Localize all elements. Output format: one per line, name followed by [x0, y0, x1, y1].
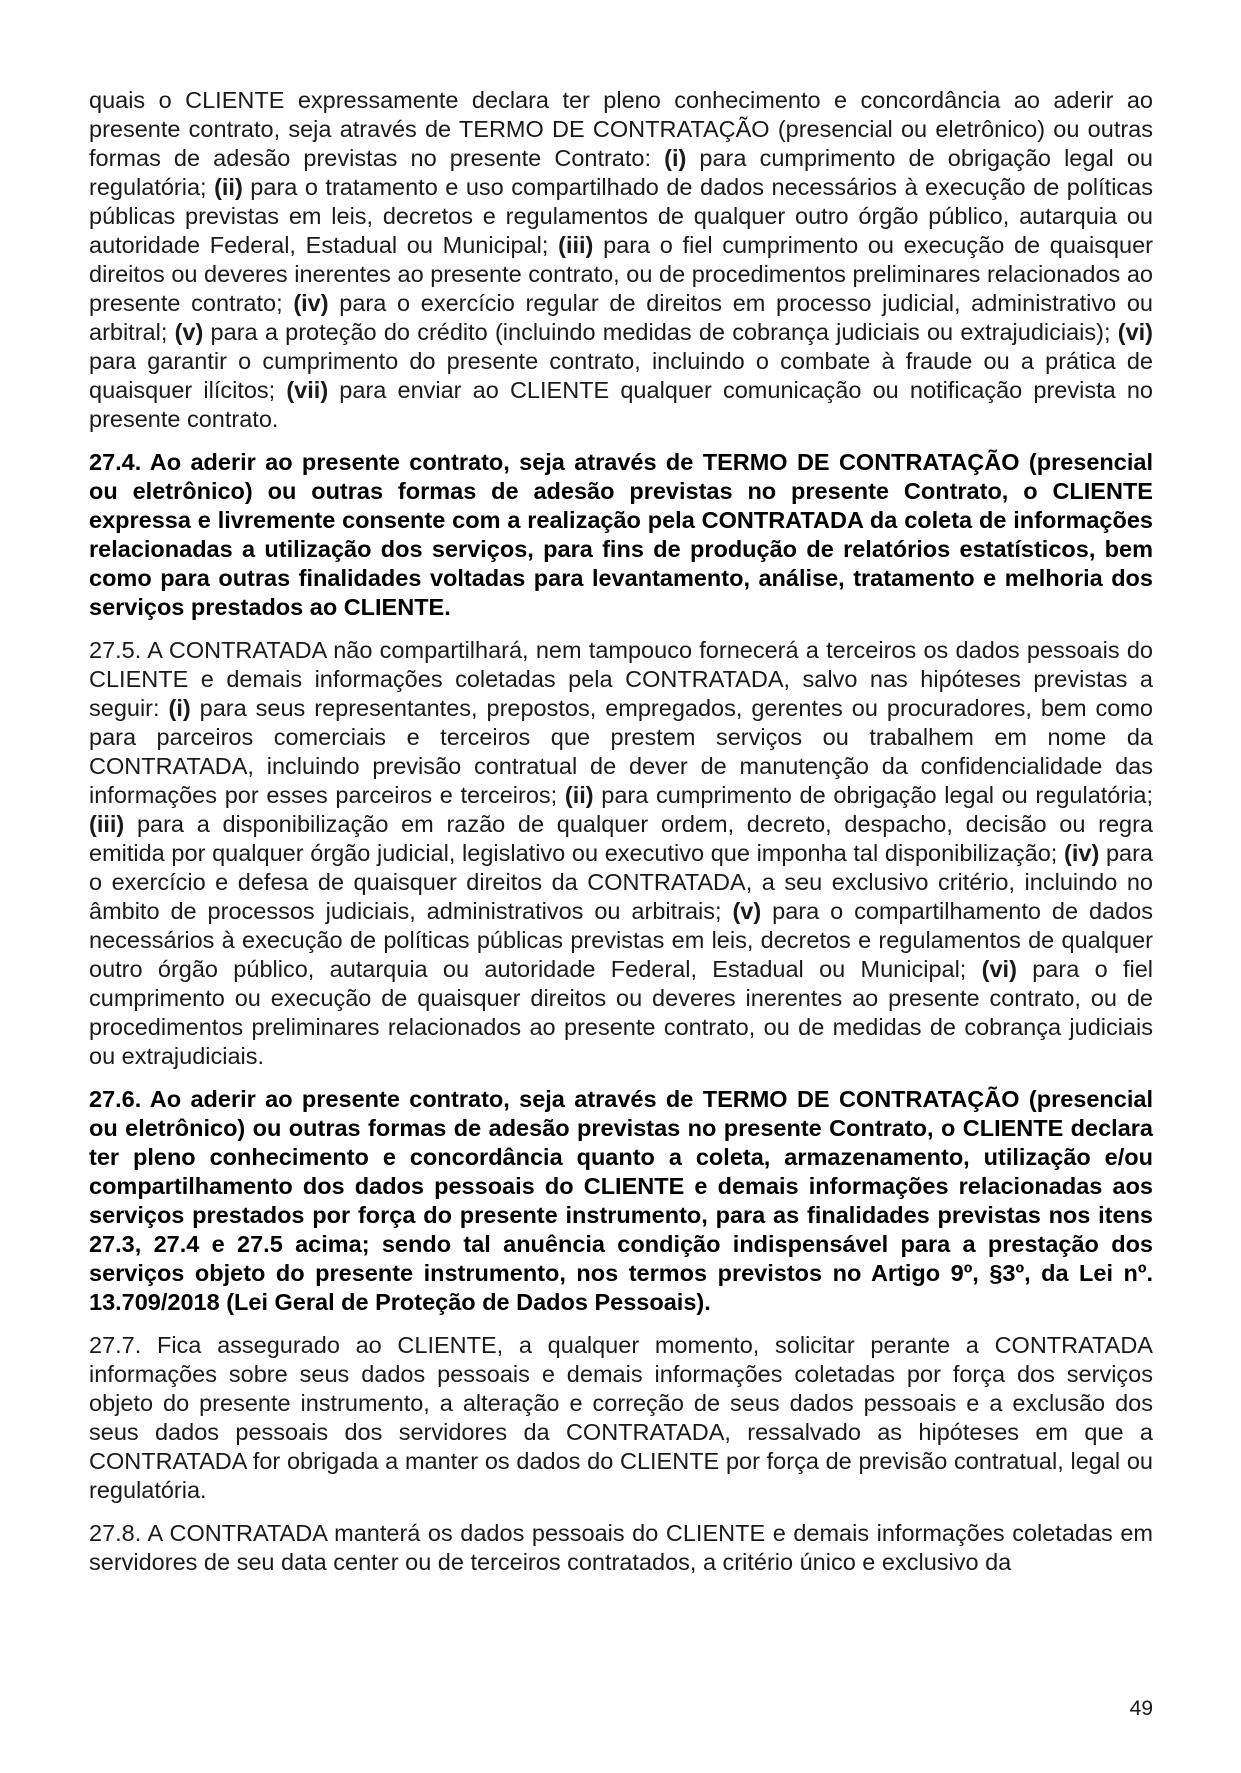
- enumeration-marker: (ii): [564, 782, 594, 808]
- paragraph-27-6: 27.6. Ao aderir ao presente contrato, seja através de TERMO DE CONTRATAÇÃO (presencial ou eletrônico) ou outras formas de adesão previstas no presente Contrato, o CLIENTE declara ter pleno conhecimento e concordância quanto a coleta, armazenamento, utilização e/ou compartilhamento dos dados pessoais do CLIENTE e demais informações relacionadas aos serviços prestados por força do presente instrumento, para as finalidades previstas nos itens 27.3, 27.4 e 27.5 acima; sendo tal anuência condição indispensável para a prestação dos serviços objeto do presente instrumento, nos termos previstos no Artigo 9º, §3º, da Lei nº. 13.709/2018 (Lei Geral de Proteção de Dados Pessoais).: [89, 1086, 1153, 1315]
- enumeration-marker: (iii): [89, 811, 125, 837]
- paragraph-27-5: 27.5. A CONTRATADA não compartilhará, nem tampouco fornecerá a terceiros os dados pessoais do CLIENTE e demais informações coletadas pela CONTRATADA, salvo nas hipóteses previstas a seguir: (i) para seus representantes, prepostos, empregados, gerentes ou procuradores, bem como para parceiros comerciais e terceiros que prestem serviços ou trabalhem em nome da CONTRATADA, incluindo previsão contratual de dever de manutenção da confidencialidade das informações por esses parceiros e terceiros; (ii) para cumprimento de obrigação legal ou regulatória; (iii) para a disponibilização em razão de qualquer ordem, decreto, despacho, decisão ou regra emitida por qualquer órgão judicial, legislativo ou executivo que imponha tal disponibilização; (iv) para o exercício e defesa de quaisquer direitos da CONTRATADA, a seu exclusivo critério, incluindo no âmbito de processos judiciais, administrativos ou arbitrais; (v) para o compartilhamento de dados necessários à execução de políticas públicas previstas em leis, decretos e regulamentos de qualquer outro órgão público, autarquia ou autoridade Federal, Estadual ou Municipal; (vi) para o fiel cumprimento ou execução de quaisquer direitos ou deveres inerentes ao presente contrato, ou de procedimentos preliminares relacionados ao presente contrato, ou de medidas de cobrança judiciais ou extrajudiciais.: [89, 637, 1154, 1069]
- paragraph-27-7: 27.7. Fica assegurado ao CLIENTE, a qualquer momento, solicitar perante a CONTRATADA informações sobre seus dados pessoais e demais informações coletadas por força dos serviços objeto do presente instrumento, a alteração e correção de seus dados pessoais e a exclusão dos seus dados pessoais dos servidores da CONTRATADA, ressalvado as hipóteses em que a CONTRATADA for obrigada a manter os dados do CLIENTE por força de previsão contratual, legal ou regulatória.: [89, 1332, 1153, 1503]
- paragraph-27-3-continuation: quais o CLIENTE expressamente declara ter pleno conhecimento e concordância ao aderir ao presente contrato, seja através de TERMO DE CONTRATAÇÃO (presencial ou eletrônico) ou outras formas de adesão previstas no presente Contrato: (i) para cumprimento de obrigação legal ou regulatória; (ii) para o tratamento e uso compartilhado de dados necessários à execução de políticas públicas previstas em leis, decretos e regulamentos de qualquer outro órgão público, autarquia ou autoridade Federal, Estadual ou Municipal; (iii) para o fiel cumprimento ou execução de quaisquer direitos ou deveres inerentes ao presente contrato, ou de procedimentos preliminares relacionados ao presente contrato; (iv) para o exercício regular de direitos em processo judicial, administrativo ou arbitral; (v) para a proteção do crédito (incluindo medidas de cobrança judiciais ou extrajudiciais); (vi) para garantir o cumprimento do presente contrato, incluindo o combate à fraude ou a prática de quaisquer ilícitos; (vii) para enviar ao CLIENTE qualquer comunicação ou notificação prevista no presente contrato.: [89, 87, 1154, 432]
- enumeration-marker: (v): [732, 898, 762, 924]
- enumeration-marker: (vi): [1117, 319, 1153, 345]
- paragraph-27-8: 27.8. A CONTRATADA manterá os dados pessoais do CLIENTE e demais informações coletadas em servidores de seu data center ou de terceiros contratados, a critério único e exclusivo da: [89, 1520, 1153, 1575]
- enumeration-marker: (iv): [293, 290, 329, 316]
- document-body: [89, 86, 1153, 1591]
- enumeration-marker: (ii): [214, 174, 243, 200]
- enumeration-marker: (v): [174, 319, 204, 345]
- enumeration-marker: (iv): [1064, 840, 1100, 866]
- paragraph-27-4: 27.4. Ao aderir ao presente contrato, seja através de TERMO DE CONTRATAÇÃO (presencial ou eletrônico) ou outras formas de adesão previstas no presente Contrato, o CLIENTE expressa e livremente consente com a realização pela CONTRATADA da coleta de informações relacionadas a utilização dos serviços, para fins de produção de relatórios estatísticos, bem como para outras finalidades voltadas para levantamento, análise, tratamento e melhoria dos serviços prestados ao CLIENTE.: [89, 449, 1153, 620]
- page-number: 49: [1129, 1697, 1153, 1720]
- enumeration-marker: (vi): [981, 956, 1017, 982]
- enumeration-marker: (vii): [286, 377, 329, 403]
- enumeration-marker: (i): [664, 145, 687, 171]
- enumeration-marker: (i): [168, 695, 191, 721]
- enumeration-marker: (iii): [558, 232, 594, 258]
